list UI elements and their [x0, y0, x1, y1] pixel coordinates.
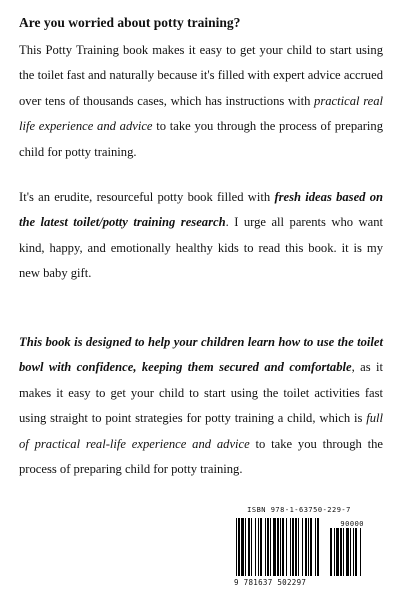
barcode-bar	[265, 518, 266, 576]
p2-emphasis: fresh ideas based on the latest toilet/potty training research	[19, 190, 383, 230]
p3-emphasis: This book is designed to help your children learn how to use the toilet bowl with confidence, keeping them secured and comfortable	[19, 335, 383, 375]
barcode-bar	[315, 518, 316, 576]
barcode-bar	[292, 518, 294, 576]
barcode-bar	[245, 518, 246, 576]
p3-text-d: to take you through the process of preparing child for potty training.	[19, 436, 384, 477]
paragraph-3	[19, 330, 383, 482]
barcode-bar	[310, 518, 312, 576]
p3-italic: full of practical real-life experience and advice	[19, 411, 383, 451]
barcode-bar	[308, 518, 309, 576]
p2-text-a: It's an erudite, resourceful potty book filled with	[19, 190, 275, 204]
barcode-bar	[280, 518, 281, 576]
p1-text-a: This Potty Training book makes it easy to get your child to start using the toilet fast and naturally because it's filled with expert advice accrued over tens of thousands cases, which has instructions with	[19, 43, 383, 108]
barcode-bar	[248, 518, 250, 576]
barcode-addon-bar	[353, 528, 354, 576]
barcode-addon-bar	[350, 528, 351, 576]
barcode-bar	[295, 518, 297, 576]
barcode-addon-bar	[343, 528, 344, 576]
barcode-bar	[270, 518, 271, 576]
barcode-bar	[238, 518, 240, 576]
barcode-bar	[267, 518, 269, 576]
barcode-bar	[282, 518, 284, 576]
heading: Are you worried about potty training?	[19, 15, 241, 30]
barcode-addon-bar	[355, 528, 357, 576]
barcode-addon-bar	[346, 528, 349, 576]
isbn-label: ISBN 978-1-63750-229-7	[247, 506, 351, 514]
price-code: 90000	[340, 520, 364, 528]
barcode-bar	[236, 518, 237, 576]
barcode-bar	[273, 518, 276, 576]
barcode-bar	[255, 518, 256, 576]
paragraph-1	[19, 38, 383, 165]
barcode-digits: 9 781637 502297	[234, 578, 307, 587]
barcode-bar	[241, 518, 244, 576]
p3-text-b: , as it makes it easy to get your child to start using the toilet activities fast using straight to point strategies for potty training a child, which is	[19, 360, 383, 426]
barcode-bar	[290, 518, 291, 576]
barcode-addon-bar	[360, 528, 361, 576]
barcode-bar	[317, 518, 319, 576]
barcode-bars	[234, 518, 364, 580]
barcode-bar	[277, 518, 279, 576]
barcode-addon-bar	[330, 528, 332, 576]
p2-text-c: . I urge all parents who want kind, happy, and emotionally healthy kids to read this book. it is my new baby gift.	[19, 215, 383, 281]
paragraph-2	[19, 185, 383, 287]
barcode-addon-bar	[334, 528, 335, 576]
barcode-addon-bar	[340, 528, 342, 576]
barcode-bar	[258, 518, 259, 576]
barcode-bar	[286, 518, 287, 576]
barcode-addon-bar	[336, 528, 339, 576]
barcode-bar	[305, 518, 307, 576]
isbn-barcode	[234, 506, 364, 588]
barcode-bar	[260, 518, 262, 576]
barcode-bar	[251, 518, 252, 576]
p1-text-c: to take you through the process of preparing child for potty training.	[19, 119, 383, 159]
barcode-bar	[298, 518, 299, 576]
p1-emphasis: practical real life experience and advice	[19, 93, 384, 134]
barcode-bar	[302, 518, 303, 576]
